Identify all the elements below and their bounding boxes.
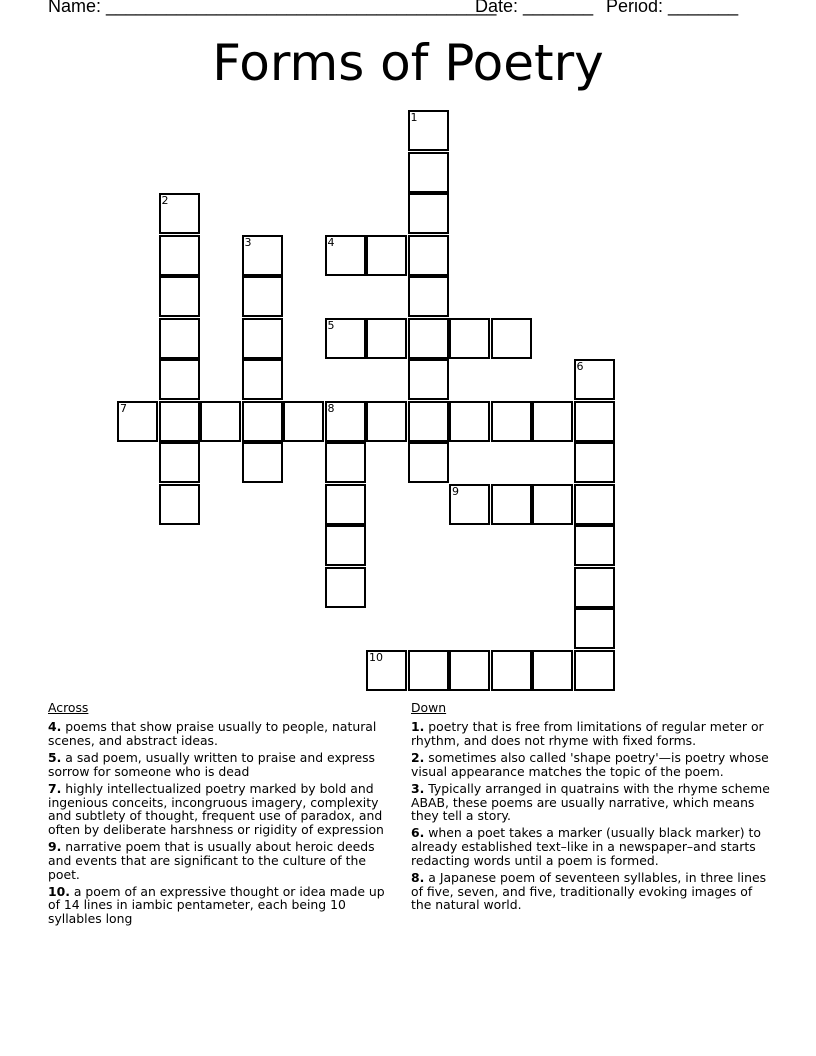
crossword-cell[interactable] <box>532 650 573 691</box>
period-field[interactable]: Period: _______ <box>606 0 739 16</box>
crossword-cell[interactable] <box>408 235 449 276</box>
crossword-cell[interactable] <box>574 484 615 525</box>
crossword-cell[interactable] <box>325 442 366 483</box>
clue-down-1 <box>411 720 771 747</box>
crossword-cell[interactable] <box>325 401 366 442</box>
crossword-cell[interactable] <box>491 401 532 442</box>
crossword-cell[interactable] <box>491 484 532 525</box>
crossword-cell[interactable] <box>408 442 449 483</box>
crossword-cell[interactable] <box>574 650 615 691</box>
crossword-cell[interactable] <box>574 525 615 566</box>
crossword-cell[interactable] <box>449 401 490 442</box>
clue-text: sometimes also called 'shape poetry'—is poetry whose visual appearance matches the topic of the poem. <box>411 749 769 779</box>
clue-text: Typically arranged in quatrains with the rhyme scheme ABAB, these poems are usually narrative, which means they tell a story. <box>411 780 770 824</box>
crossword-cell[interactable] <box>159 359 200 400</box>
clue-number-label: 2 <box>161 194 169 207</box>
crossword-cell[interactable] <box>449 318 490 359</box>
clue-text: narrative poem that is usually about heroic deeds and events that are significant to the culture of the poet. <box>48 839 375 882</box>
clue-text: poems that show praise usually to people, natural scenes, and abstract ideas. <box>48 719 377 748</box>
crossword-cell[interactable] <box>449 484 490 525</box>
crossword-cell[interactable] <box>242 442 283 483</box>
down-heading: Down <box>411 700 447 715</box>
clue-number-label: 3 <box>244 235 252 249</box>
crossword-cell[interactable] <box>408 193 449 234</box>
clue-number-label: 4 <box>327 235 335 249</box>
clue-number-label: 6 <box>576 360 584 373</box>
crossword-cell[interactable] <box>532 401 573 442</box>
crossword-cell[interactable] <box>532 484 573 525</box>
crossword-cell[interactable] <box>159 193 200 234</box>
clue-text: poetry that is free from limitations of regular meter or rhythm, and does not rhyme with fixed forms. <box>411 719 764 748</box>
crossword-cell[interactable] <box>491 650 532 691</box>
page-title: Forms of Poetry <box>212 34 604 92</box>
crossword-cell[interactable] <box>159 401 200 442</box>
crossword-cell[interactable] <box>574 442 615 483</box>
clue-across-4 <box>48 720 400 747</box>
clue-down-2 <box>411 751 771 778</box>
crossword-cell[interactable] <box>325 567 366 608</box>
clue-number-label: 9 <box>452 484 459 498</box>
crossword-cell[interactable] <box>325 525 366 566</box>
crossword-cell[interactable] <box>408 110 449 151</box>
clue-number-label: 10 <box>369 650 383 664</box>
clue-number: 5. <box>48 749 62 765</box>
clue-number: 2. <box>411 749 425 765</box>
crossword-cell[interactable] <box>200 401 241 442</box>
clue-number-label: 7 <box>120 401 127 415</box>
crossword-cell[interactable] <box>159 442 200 483</box>
clue-number-label: 1 <box>410 111 418 124</box>
crossword-cell[interactable] <box>242 359 283 400</box>
crossword-cell[interactable] <box>325 318 366 359</box>
clue-number: 4. <box>48 719 62 734</box>
crossword-cell[interactable] <box>159 276 200 317</box>
crossword-cell[interactable] <box>283 401 324 442</box>
clue-across-5 <box>48 751 400 778</box>
clue-down-8 <box>411 871 771 912</box>
crossword-cell[interactable] <box>366 318 407 359</box>
name-field[interactable]: Name: _______________________________________ <box>48 0 497 16</box>
crossword-cell[interactable] <box>242 401 283 442</box>
crossword-cell[interactable] <box>159 318 200 359</box>
clue-number: 7. <box>48 780 62 796</box>
date-field[interactable]: Date: _______ <box>475 0 594 16</box>
clue-text: when a poet takes a marker (usually black marker) to already established text–like in a newspaper–and starts redacting words until a poem is formed. <box>411 825 761 868</box>
crossword-cell[interactable] <box>574 567 615 608</box>
clue-across-10 <box>48 885 400 926</box>
crossword-cell[interactable] <box>242 235 283 276</box>
clue-number: 6. <box>411 825 425 841</box>
crossword-cell[interactable] <box>159 484 200 525</box>
clue-number: 10. <box>48 883 70 899</box>
crossword-cell[interactable] <box>325 484 366 525</box>
clue-down-3 <box>411 782 771 823</box>
crossword-cell[interactable] <box>574 401 615 442</box>
down-clues <box>411 700 771 916</box>
crossword-cell[interactable] <box>159 235 200 276</box>
crossword-cell[interactable] <box>408 152 449 193</box>
clue-text: a poem of an expressive thought or idea made up of 14 lines in iambic pentameter, each being 10 syllables long <box>48 883 385 927</box>
crossword-cell[interactable] <box>408 401 449 442</box>
crossword-cell[interactable] <box>325 235 366 276</box>
clue-text: a sad poem, usually written to praise and express sorrow for someone who is dead <box>48 749 375 779</box>
crossword-cell[interactable] <box>366 650 407 691</box>
crossword-cell[interactable] <box>366 235 407 276</box>
crossword-cell[interactable] <box>242 276 283 317</box>
clue-number: 3. <box>411 780 425 796</box>
crossword-cell[interactable] <box>242 318 283 359</box>
across-clues <box>48 700 400 929</box>
crossword-cell[interactable] <box>449 650 490 691</box>
clue-down-6 <box>411 826 771 867</box>
crossword-cell[interactable] <box>574 359 615 400</box>
clue-number-label: 8 <box>327 401 335 415</box>
clue-number-label: 5 <box>327 318 335 332</box>
clue-text: highly intellectualized poetry marked by bold and ingenious conceits, incongruous imagery, complexity and subtlety of thought, frequent use of paradox, and often by deliberate harshness or rigidity of expression <box>48 780 384 837</box>
clue-number: 9. <box>48 839 62 855</box>
crossword-cell[interactable] <box>366 401 407 442</box>
clue-across-9 <box>48 840 400 881</box>
clue-text: a Japanese poem of seventeen syllables, in three lines of five, seven, and five, traditionally evoking images of the natural world. <box>411 870 767 913</box>
crossword-cell[interactable] <box>408 318 449 359</box>
clue-number: 8. <box>411 870 425 886</box>
across-heading: Across <box>48 700 89 715</box>
crossword-cell[interactable] <box>574 608 615 649</box>
clue-across-7 <box>48 782 400 837</box>
crossword-cell[interactable] <box>491 318 532 359</box>
crossword-cell[interactable] <box>117 401 158 442</box>
crossword-cell[interactable] <box>408 276 449 317</box>
crossword-cell[interactable] <box>408 650 449 691</box>
clue-number: 1. <box>411 719 425 734</box>
crossword-cell[interactable] <box>408 359 449 400</box>
